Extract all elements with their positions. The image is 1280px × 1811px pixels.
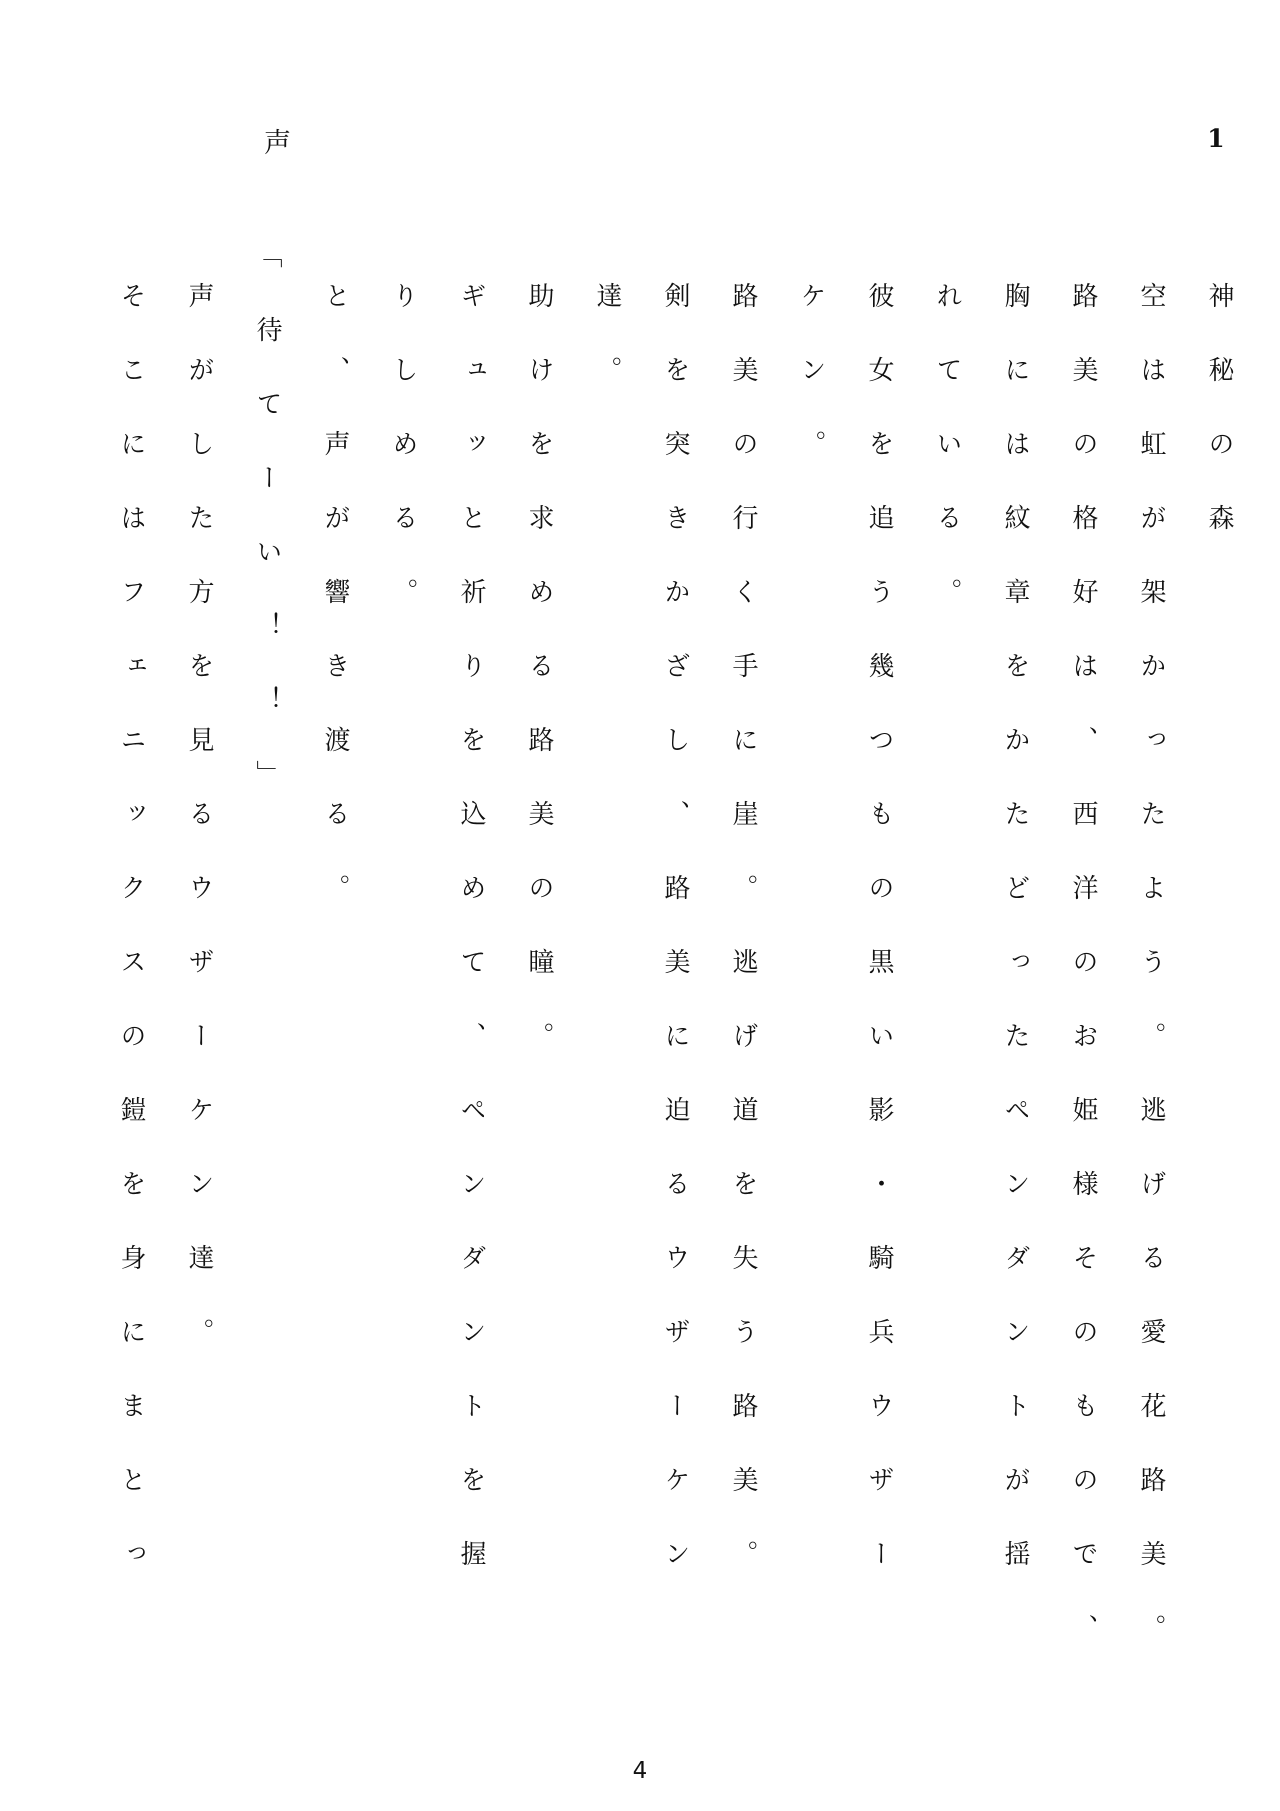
script-line: 胸には紋章をかたどったペンダントが揺	[1000, 282, 1030, 1614]
script-body	[110, 242, 1240, 1702]
script-line: れている。	[932, 282, 962, 652]
script-line: 空は虹が架かったよう。逃げる愛花路美。	[1136, 282, 1166, 1688]
speaker-label: 声	[259, 128, 290, 155]
script-line: 声がした方を見るウザーケン達。	[184, 282, 214, 1392]
script-line: 路美の格好は、西洋のお姫様そのもので、	[1068, 282, 1098, 1688]
scene-number: 1	[1207, 124, 1225, 153]
script-line: と、声が響き渡る。	[320, 282, 350, 948]
page-number: 4	[632, 1758, 648, 1784]
script-line: 助けを求める路美の瞳。	[524, 282, 554, 1096]
dialogue-line: 「待てーい！！」	[252, 242, 282, 834]
script-line: 神秘の森	[1204, 282, 1234, 578]
script-line: 彼女を追う幾つもの黒い影・騎兵ウザー	[864, 282, 894, 1614]
script-line: 路美の行く手に崖。逃げ道を失う路美。	[728, 282, 758, 1614]
script-line: 達。	[592, 282, 622, 430]
script-line: ギュッと祈りを込めて、ペンダントを握	[456, 282, 486, 1614]
script-line: そこにはフェニックスの鎧を身にまとっ	[116, 282, 146, 1614]
script-line: 剣を突きかざし、路美に迫るウザーケン	[660, 282, 690, 1614]
script-line: りしめる。	[388, 282, 418, 652]
script-line: ケン。	[796, 282, 826, 504]
